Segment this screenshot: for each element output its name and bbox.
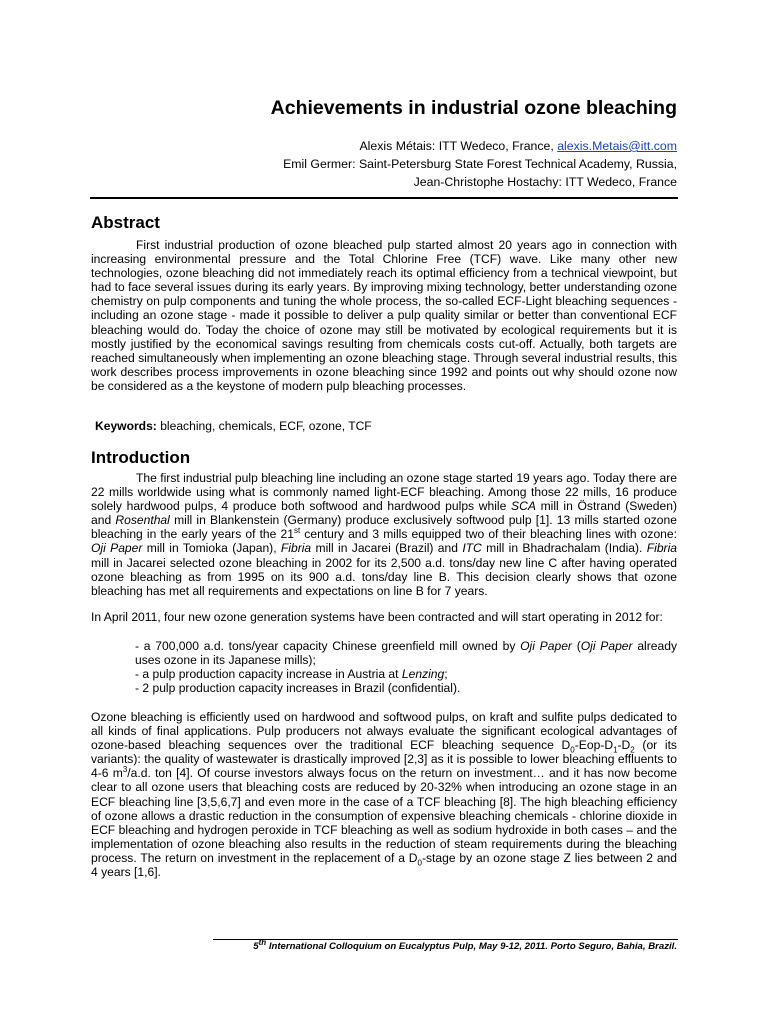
new-systems-list (135, 639, 677, 695)
paper-title: Achievements in industrial ozone bleaching (270, 97, 677, 119)
list-item: - 2 pulp production capacity increases in Brazil (confidential). (135, 681, 461, 696)
author-email-link[interactable]: alexis.Metais@itt.com (557, 139, 677, 153)
list-item: - a pulp production capacity increase in Austria at Lenzing; (135, 667, 448, 682)
introduction-heading: Introduction (91, 448, 191, 467)
list-item: - a 700,000 a.d. tons/year capacity Chinese greenfield mill owned by Oji Paper (Oji Paper already uses ozone in its Japanese mills); (135, 639, 677, 668)
author-line-2: Emil Germer: Saint-Petersburg State Forest Technical Academy, Russia, (283, 157, 677, 171)
keywords (95, 419, 372, 433)
keywords-text: bleaching, chemicals, ECF, ozone, TCF (156, 419, 372, 433)
footer-divider (213, 939, 678, 940)
intro-paragraph-2: In April 2011, four new ozone generation systems have been contracted and will start operating in 2012 for: (91, 610, 663, 624)
intro-paragraph-1: The first industrial pulp bleaching line including an ozone stage started 19 years ago. Today there are 22 mills worldwide using what is commonly named light-ECF bleaching. Among those 22 mills, 16 produce solely hardwood pulps, 4 produce both softwood and hardwood pulps while SCA mill in Östrand (Sweden) and Rosenthal mill in Blankenstein (Germany) produce exclusively softwood pulp [1]. 13 mills started ozone bleaching in the early years of the 21st century and 3 mills equipped two of their bleaching lines with ozone: Oji Paper mill in Tomioka (Japan), Fibria mill in Jacarei (Brazil) and ITC mill in Bhadrachalam (India). Fibria mill in Jacarei selected ozone bleaching in 2002 for its 2,500 a.d. tons/day new line C after having operated ozone bleaching as from 1995 on its 900 a.d. tons/day line B. This decision clearly shows that ozone bleaching has met all requirements and expectations on line B for 7 years. (91, 471, 677, 598)
author-block (90, 137, 677, 191)
ozone-paragraph: Ozone bleaching is efficiently used on hardwood and softwood pulps, on kraft and sulfite pulps dedicated to all kinds of final applications. Pulp producers not always evaluate the significant ecological advantages of ozone-based bleaching sequences over the traditional ECF bleaching sequence $D_0-Eop-D_1-D_2$ (or its variants): the quality of wastewater is drastically improved [2,3] as it is possible to lower bleaching effluents to 4-6 $m^3/a.d$. ton [4]. Of course investors always focus on the return on investment… and it has now become clear to all ozone users that bleaching costs are reduced by 20-32% when introducing an ozone stage in an ECF bleaching line [3,5,6,7] and even more in the case of a TCF bleaching [8]. The high bleaching efficiency of ozone allows a drastic reduction in the consumption of expensive bleaching chemicals - chlorine dioxide in ECF bleaching and hydrogen peroxide in TCF bleaching as well as sodium hydroxide in both cases – and the implementation of ozone bleaching also results in the reduction of steam requirements during the bleaching process. The return on investment in the replacement of a $D_0$-stage by an ozone stage Z lies between 2 and 4 years [1,6]. (91, 710, 678, 880)
abstract-text: First industrial production of ozone bleached pulp started almost 20 years ago in connection with increasing environmental pressure and the Total Chlorine Free (TCF) wave. Like many other new technologies, ozone bleaching did not immediately reach its optimal efficiency from a technical viewpoint, but had to face several issues during its early years. By improving mixing technology, better understanding ozone chemistry on pulp components and tuning the whole process, the so-called ECF-Light bleaching sequences - including an ozone stage - made it possible to deliver a pulp quality similar or better than conventional ECF bleaching would do. Today the choice of ozone may still be motivated by ecological requirements but it is mostly justified by the economical savings resulting from chemicals costs cut-off. Actually, both targets are reached simultaneously when implementing an ozone bleaching stage. Through several industrial results, this work describes process improvements in ozone bleaching since 1992 and points out why should ozone now be considered as a the keystone of modern pulp bleaching processes. (91, 238, 677, 393)
keywords-label: Keywords: (95, 419, 157, 433)
author-line-3: Jean-Christophe Hostachy: ITT Wedeco, France (413, 175, 677, 189)
author-metais: Alexis Métais: ITT Wedeco, France, (359, 139, 558, 153)
abstract-heading: Abstract (91, 213, 160, 232)
author-line-1 (90, 137, 677, 155)
header-divider (90, 197, 678, 199)
page-footer: 5th International Colloquium on Eucalyptus Pulp, May 9-12, 2011. Porto Seguro, Bahia, Brazil. (253, 937, 677, 952)
